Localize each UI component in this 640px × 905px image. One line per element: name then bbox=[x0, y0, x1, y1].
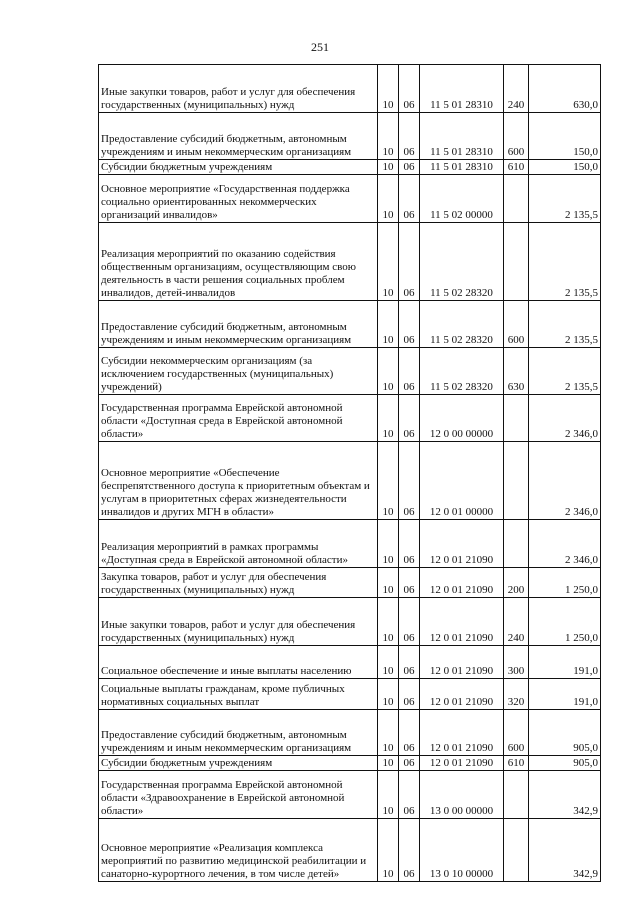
cell-target-article: 11 5 02 28320 bbox=[420, 223, 504, 301]
table-row bbox=[99, 395, 601, 442]
cell-expense-type: 600 bbox=[504, 301, 529, 348]
cell-section: 10 bbox=[378, 710, 399, 756]
table-row bbox=[99, 819, 601, 882]
cell-name: Иные закупки товаров, работ и услуг для обеспечения государственных (муниципальных) нужд bbox=[99, 65, 378, 113]
cell-subsection: 06 bbox=[399, 301, 420, 348]
cell-name: Реализация мероприятий по оказанию содействия общественным организациям, осуществляющим свою деятельность в части решения социальных проблем инвалидов, детей-инвалидов bbox=[99, 223, 378, 301]
cell-section: 10 bbox=[378, 442, 399, 520]
cell-expense-type bbox=[504, 223, 529, 301]
cell-target-article: 12 0 01 21090 bbox=[420, 679, 504, 710]
cell-target-article: 11 5 02 28320 bbox=[420, 348, 504, 395]
cell-subsection: 06 bbox=[399, 646, 420, 679]
cell-subsection: 06 bbox=[399, 819, 420, 882]
cell-section: 10 bbox=[378, 756, 399, 771]
cell-section: 10 bbox=[378, 348, 399, 395]
cell-amount: 905,0 bbox=[529, 756, 601, 771]
cell-target-article: 12 0 01 21090 bbox=[420, 598, 504, 646]
table-row bbox=[99, 598, 601, 646]
table-row bbox=[99, 771, 601, 819]
cell-name: Реализация мероприятий в рамках программы «Доступная среда в Еврейской автономной области» bbox=[99, 520, 378, 568]
cell-expense-type: 320 bbox=[504, 679, 529, 710]
cell-section: 10 bbox=[378, 395, 399, 442]
cell-subsection: 06 bbox=[399, 395, 420, 442]
table-row bbox=[99, 442, 601, 520]
cell-name: Основное мероприятие «Реализация комплекса мероприятий по развитию медицинской реабилитации и санаторно-курортного лечения, в том числе детей» bbox=[99, 819, 378, 882]
cell-name: Социальные выплаты гражданам, кроме публичных нормативных социальных выплат bbox=[99, 679, 378, 710]
cell-amount: 2 346,0 bbox=[529, 395, 601, 442]
cell-subsection: 06 bbox=[399, 598, 420, 646]
table-row bbox=[99, 65, 601, 113]
cell-subsection: 06 bbox=[399, 113, 420, 160]
cell-section: 10 bbox=[378, 819, 399, 882]
cell-name: Субсидии некоммерческим организациям (за исключением государственных (муниципальных) учреждений) bbox=[99, 348, 378, 395]
cell-subsection: 06 bbox=[399, 771, 420, 819]
cell-amount: 2 346,0 bbox=[529, 442, 601, 520]
cell-amount: 150,0 bbox=[529, 160, 601, 175]
cell-section: 10 bbox=[378, 771, 399, 819]
table-row bbox=[99, 160, 601, 175]
cell-expense-type bbox=[504, 771, 529, 819]
cell-subsection: 06 bbox=[399, 710, 420, 756]
cell-target-article: 12 0 01 21090 bbox=[420, 710, 504, 756]
cell-amount: 191,0 bbox=[529, 679, 601, 710]
cell-name: Основное мероприятие «Обеспечение беспрепятственного доступа к приоритетным объектам и услугам в приоритетных сферах жизнедеятельности инвалидов и других МГН в области» bbox=[99, 442, 378, 520]
cell-amount: 2 135,5 bbox=[529, 348, 601, 395]
cell-expense-type: 630 bbox=[504, 348, 529, 395]
cell-name: Государственная программа Еврейской автономной области «Здравоохранение в Еврейской автономной области» bbox=[99, 771, 378, 819]
cell-section: 10 bbox=[378, 65, 399, 113]
cell-amount: 342,9 bbox=[529, 819, 601, 882]
budget-table-body bbox=[99, 65, 601, 882]
cell-target-article: 12 0 01 21090 bbox=[420, 756, 504, 771]
cell-subsection: 06 bbox=[399, 348, 420, 395]
cell-name: Иные закупки товаров, работ и услуг для обеспечения государственных (муниципальных) нужд bbox=[99, 598, 378, 646]
cell-target-article: 13 0 00 00000 bbox=[420, 771, 504, 819]
cell-expense-type: 240 bbox=[504, 598, 529, 646]
budget-table bbox=[98, 64, 601, 882]
cell-target-article: 12 0 01 21090 bbox=[420, 520, 504, 568]
table-row bbox=[99, 113, 601, 160]
table-row bbox=[99, 568, 601, 598]
cell-subsection: 06 bbox=[399, 175, 420, 223]
cell-amount: 2 346,0 bbox=[529, 520, 601, 568]
cell-section: 10 bbox=[378, 160, 399, 175]
cell-target-article: 11 5 02 00000 bbox=[420, 175, 504, 223]
cell-expense-type bbox=[504, 819, 529, 882]
table-row bbox=[99, 301, 601, 348]
cell-expense-type: 200 bbox=[504, 568, 529, 598]
cell-expense-type: 600 bbox=[504, 710, 529, 756]
cell-expense-type bbox=[504, 520, 529, 568]
page-number: 251 bbox=[311, 40, 329, 54]
cell-amount: 2 135,5 bbox=[529, 223, 601, 301]
cell-name: Субсидии бюджетным учреждениям bbox=[99, 756, 378, 771]
cell-target-article: 12 0 01 21090 bbox=[420, 568, 504, 598]
table-row bbox=[99, 756, 601, 771]
cell-section: 10 bbox=[378, 113, 399, 160]
cell-subsection: 06 bbox=[399, 160, 420, 175]
cell-expense-type: 600 bbox=[504, 113, 529, 160]
table-row bbox=[99, 679, 601, 710]
cell-name: Субсидии бюджетным учреждениям bbox=[99, 160, 378, 175]
cell-name: Предоставление субсидий бюджетным, автономным учреждениям и иным некоммерческим организациям bbox=[99, 710, 378, 756]
cell-subsection: 06 bbox=[399, 65, 420, 113]
cell-target-article: 11 5 01 28310 bbox=[420, 113, 504, 160]
cell-target-article: 12 0 01 00000 bbox=[420, 442, 504, 520]
table-row bbox=[99, 348, 601, 395]
cell-name: Предоставление субсидий бюджетным, автономным учреждениям и иным некоммерческим организациям bbox=[99, 113, 378, 160]
cell-expense-type: 240 bbox=[504, 65, 529, 113]
cell-name: Закупка товаров, работ и услуг для обеспечения государственных (муниципальных) нужд bbox=[99, 568, 378, 598]
cell-expense-type bbox=[504, 395, 529, 442]
cell-section: 10 bbox=[378, 301, 399, 348]
cell-target-article: 11 5 01 28310 bbox=[420, 160, 504, 175]
cell-section: 10 bbox=[378, 520, 399, 568]
table-row bbox=[99, 646, 601, 679]
cell-target-article: 11 5 01 28310 bbox=[420, 65, 504, 113]
cell-subsection: 06 bbox=[399, 442, 420, 520]
cell-subsection: 06 bbox=[399, 520, 420, 568]
cell-target-article: 12 0 00 00000 bbox=[420, 395, 504, 442]
cell-amount: 2 135,5 bbox=[529, 301, 601, 348]
cell-subsection: 06 bbox=[399, 568, 420, 598]
cell-section: 10 bbox=[378, 646, 399, 679]
cell-section: 10 bbox=[378, 598, 399, 646]
cell-section: 10 bbox=[378, 223, 399, 301]
cell-section: 10 bbox=[378, 679, 399, 710]
cell-expense-type bbox=[504, 175, 529, 223]
cell-expense-type: 610 bbox=[504, 160, 529, 175]
cell-amount: 1 250,0 bbox=[529, 598, 601, 646]
cell-expense-type: 300 bbox=[504, 646, 529, 679]
cell-expense-type bbox=[504, 442, 529, 520]
cell-name: Государственная программа Еврейской автономной области «Доступная среда в Еврейской автономной области» bbox=[99, 395, 378, 442]
cell-subsection: 06 bbox=[399, 756, 420, 771]
cell-amount: 905,0 bbox=[529, 710, 601, 756]
cell-target-article: 12 0 01 21090 bbox=[420, 646, 504, 679]
cell-amount: 191,0 bbox=[529, 646, 601, 679]
cell-target-article: 11 5 02 28320 bbox=[420, 301, 504, 348]
cell-expense-type: 610 bbox=[504, 756, 529, 771]
table-row bbox=[99, 175, 601, 223]
cell-name: Социальное обеспечение и иные выплаты населению bbox=[99, 646, 378, 679]
cell-target-article: 13 0 10 00000 bbox=[420, 819, 504, 882]
table-row bbox=[99, 223, 601, 301]
cell-section: 10 bbox=[378, 568, 399, 598]
cell-name: Предоставление субсидий бюджетным, автономным учреждениям и иным некоммерческим организациям bbox=[99, 301, 378, 348]
cell-amount: 630,0 bbox=[529, 65, 601, 113]
cell-subsection: 06 bbox=[399, 679, 420, 710]
cell-amount: 150,0 bbox=[529, 113, 601, 160]
table-row bbox=[99, 520, 601, 568]
cell-amount: 2 135,5 bbox=[529, 175, 601, 223]
cell-name: Основное мероприятие «Государственная поддержка социально ориентированных некоммерческих организаций инвалидов» bbox=[99, 175, 378, 223]
cell-subsection: 06 bbox=[399, 223, 420, 301]
cell-section: 10 bbox=[378, 175, 399, 223]
table-row bbox=[99, 710, 601, 756]
cell-amount: 342,9 bbox=[529, 771, 601, 819]
cell-amount: 1 250,0 bbox=[529, 568, 601, 598]
